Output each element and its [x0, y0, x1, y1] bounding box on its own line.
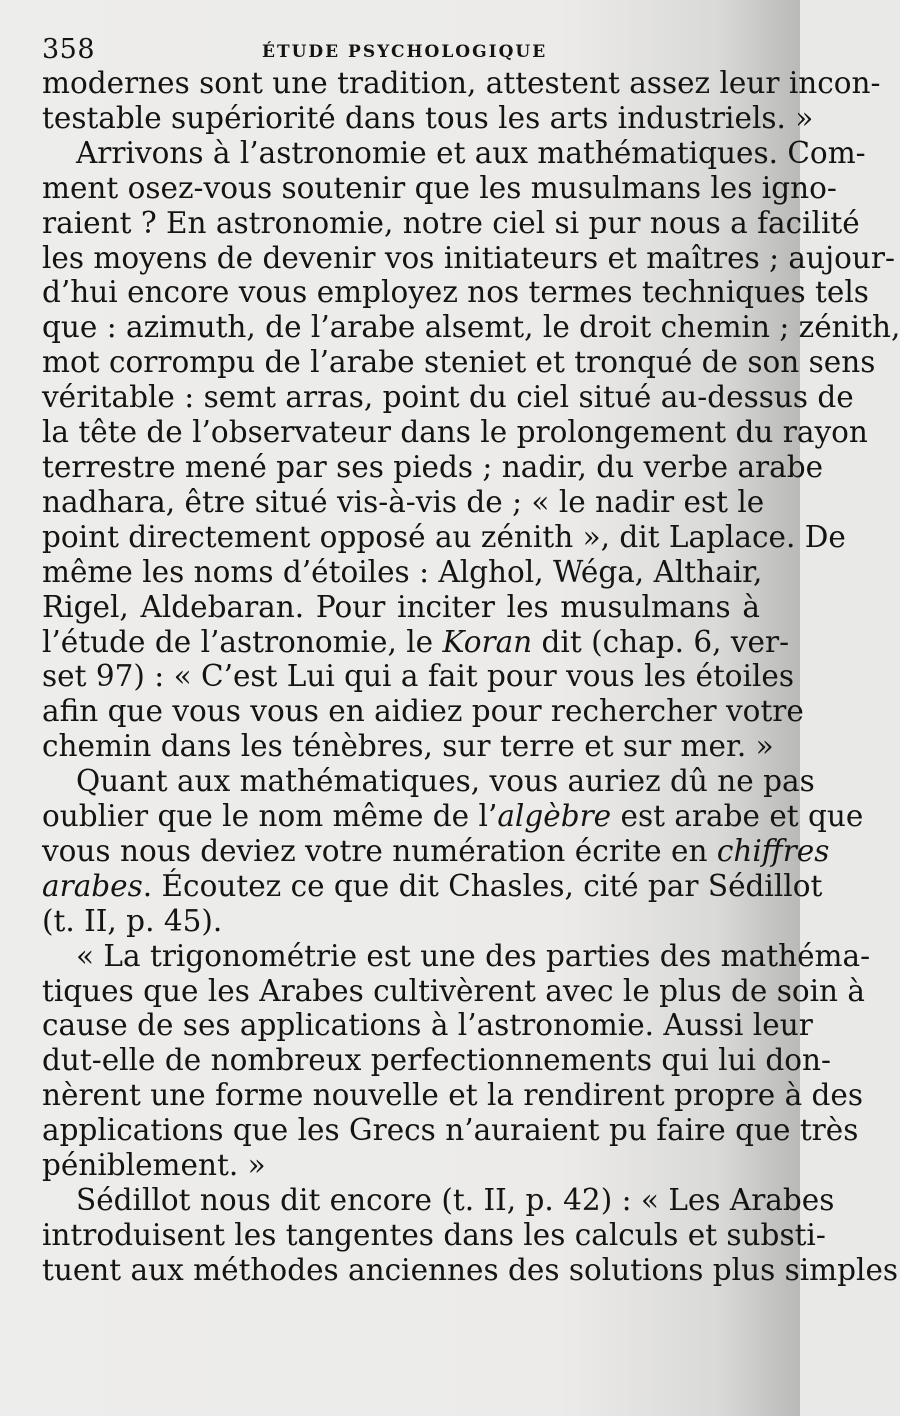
text-segment: vous nous deviez votre numération écrite en: [42, 833, 717, 868]
text-segment: l’étude de l’astronomie, le: [42, 624, 443, 659]
text-line: [42, 799, 864, 834]
text-line: [42, 1183, 835, 1218]
page-number: 358: [42, 34, 96, 65]
text-segment: mot corrompu de l’arabe steniet et tronqué de son sens: [42, 345, 876, 380]
text-line: [42, 1008, 813, 1043]
italic-term: chiffres: [716, 833, 830, 868]
text-line: [42, 310, 900, 345]
text-line: [42, 1252, 899, 1288]
text-line: [42, 170, 837, 206]
text-segment: est arabe et que: [611, 799, 864, 834]
text-segment: introduisent les tangentes dans les calculs et substi-: [42, 1217, 826, 1252]
text-line: [42, 833, 830, 869]
text-line: [42, 345, 876, 380]
text-line: [42, 868, 823, 904]
page-header: [42, 34, 758, 64]
text-line: [42, 1217, 826, 1253]
text-segment: d’hui encore vous employez nos termes techniques tels: [42, 275, 869, 310]
text-line: [42, 380, 854, 415]
text-line: [42, 135, 866, 171]
italic-term: Koran: [442, 624, 533, 659]
text-line: [42, 1148, 760, 1183]
text-segment: afin que vous vous en aidiez pour rechercher votre: [42, 694, 804, 729]
text-segment: que : azimuth, de l’arabe alsemt, le droit chemin ; zénith,: [42, 310, 900, 345]
text-segment: dut-elle de nombreux perfectionnements qui lui don-: [42, 1043, 831, 1078]
text-line: [42, 764, 815, 799]
text-line: [42, 100, 814, 136]
text-segment: Quant aux mathématiques, vous auriez dû ne pas: [76, 764, 815, 799]
text-line: [42, 973, 866, 1009]
text-line: [42, 729, 774, 764]
text-line: [42, 694, 804, 729]
text-line: [42, 554, 763, 590]
text-line: [42, 624, 790, 660]
text-segment: la tête de l’observateur dans le prolongement du rayon: [42, 415, 868, 450]
text-segment: Arrivons à l’astronomie et aux mathématiques. Com-: [76, 135, 866, 170]
text-line: [42, 1043, 831, 1078]
text-line: [42, 240, 895, 276]
text-segment: tiques que les Arabes cultivèrent avec le plus de soin à: [42, 973, 866, 1008]
text-line: [42, 659, 795, 694]
text-segment: cause de ses applications à l’astronomie. Aussi leur: [42, 1008, 813, 1043]
text-segment: nadhara, être situé vis-à-vis de ; « le nadir est le: [42, 484, 765, 519]
text-line: [42, 1078, 864, 1113]
text-segment: péniblement. »: [42, 1148, 266, 1183]
text-line: [42, 449, 824, 485]
text-segment: . Écoutez ce que dit Chasles, cité par Sédillot: [142, 868, 823, 903]
text-segment: terrestre mené par ses pieds ; nadir, du verbe arabe: [42, 449, 824, 484]
body-text: [42, 66, 900, 1288]
text-segment: Rigel, Aldebaran. Pour inciter les musulmans à: [42, 589, 760, 624]
text-segment: chemin dans les ténèbres, sur terre et sur mer. »: [42, 729, 774, 764]
italic-term: arabes: [42, 868, 143, 903]
text-segment: applications que les Grecs n’auraient pu faire que très: [42, 1113, 859, 1148]
text-segment: raient ? En astronomie, notre ciel si pur nous a facilité: [42, 205, 860, 240]
running-title: ÉTUDE PSYCHOLOGIQUE: [262, 42, 548, 62]
text-line: [42, 904, 760, 939]
text-segment: oublier que le nom même de l’: [42, 799, 498, 834]
text-segment: testable supériorité dans tous les arts industriels. »: [42, 100, 814, 135]
text-segment: point directement opposé au zénith », dit Laplace. De: [42, 519, 846, 554]
text-segment: les moyens de devenir vos initiateurs et maîtres ; aujour-: [42, 240, 895, 275]
text-line: [42, 938, 871, 974]
text-segment: dit (chap. 6, ver-: [532, 624, 790, 659]
text-line: [42, 415, 868, 450]
text-segment: même les noms d’étoiles : Alghol, Wéga, Althair,: [42, 554, 763, 589]
text-line: [42, 484, 765, 520]
text-segment: véritable : semt arras, point du ciel situé au-dessus de: [42, 380, 854, 415]
text-segment: (t. II, p. 45).: [42, 903, 223, 938]
text-line: [42, 1113, 859, 1148]
text-line: [42, 275, 869, 310]
text-line: [42, 66, 881, 101]
text-segment: modernes sont une tradition, attestent assez leur incon-: [42, 66, 881, 100]
text-segment: Sédillot nous dit encore (t. II, p. 42) : « Les Arabes: [76, 1183, 835, 1217]
text-line: [42, 519, 846, 555]
text-segment: nèrent une forme nouvelle et la rendirent propre à des: [42, 1078, 864, 1113]
text-segment: « La trigonométrie est une des parties des mathéma-: [76, 938, 871, 973]
text-segment: set 97) : « C’est Lui qui a fait pour vous les étoiles: [42, 659, 795, 694]
text-segment: ment osez-vous soutenir que les musulmans les igno-: [42, 170, 837, 205]
text-line: [42, 590, 760, 625]
italic-term: algèbre: [497, 799, 612, 834]
text-segment: tuent aux méthodes anciennes des solutions plus simples: [42, 1252, 899, 1287]
text-line: [42, 205, 860, 241]
